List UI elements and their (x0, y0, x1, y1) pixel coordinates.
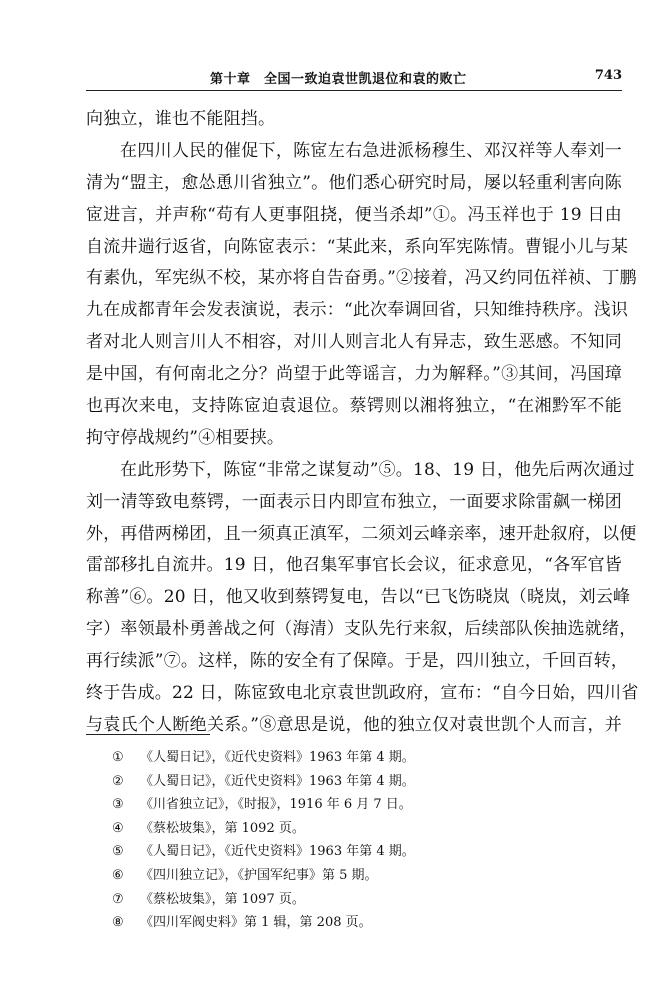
footnote-mark: ③ (112, 797, 124, 813)
text-line: 清为“盟主，愈怂恿川省独立”。他们悉心研究时局，屡以轻重利害向陈 (86, 172, 622, 193)
text-line: 拘守停战规约”④相要挟。 (86, 427, 285, 448)
text-line: 宧进言，并声称“苟有人更事阻挠，便当杀却”①。冯玉祥也于 19 日由 (86, 204, 622, 225)
text-line: 向独立，谁也不能阻挡。 (86, 109, 276, 129)
text-line: 再行续派”⑦。这样，陈的安全有了保障。于是，四川独立，千回百转， (86, 651, 629, 672)
footnote-text: 《四川军阀史料》第 1 辑，第 208 页。 (140, 915, 372, 931)
text-line: 有素仇，军宪纵不校，某亦将自告奋勇。”②接着，冯又约同伍祥祯、丁鹏 (86, 268, 637, 289)
footnote-mark: ⑥ (112, 867, 124, 883)
footnote-mark: ⑤ (112, 844, 124, 860)
text-line: 称善”⑥。20 日，他又收到蔡锷复电，告以“已飞饬晓岚（晓岚，刘云峰 (86, 587, 631, 608)
footnote (112, 793, 582, 817)
footnote-text: 《人蜀日记》，《近代史资料》1963 年第 4 期。 (140, 750, 415, 765)
footnote-mark: ④ (112, 820, 124, 836)
text-line: 是中国，有何南北之分？尚望于此等谣言，力为解释。”③其间，冯国璋 (86, 364, 622, 385)
text-line: 九在成都青年会发表演说，表示：“此次奉调回省，只知维持秩序。浅识 (86, 300, 629, 321)
text-line: 雷部移扎自流井。19 日，他召集军事官长会议，征求意见，“各军官皆 (86, 555, 622, 576)
footnote (112, 770, 582, 794)
text-line: 在此形势下，陈宧“非常之谋复动”⑤。18、19 日，他先后两次通过 (120, 459, 635, 480)
footnote-mark: ⑧ (112, 915, 124, 931)
footnote-mark: ② (112, 773, 124, 789)
text-line: 在四川人民的催促下，陈宧左右急进派杨穆生、邓汉祥等人奉刘一 (120, 140, 622, 161)
text-line: 字）率领最朴勇善战之何（海清）支队先行来叙，后续部队俟抽选就绪， (86, 619, 637, 640)
footnote (112, 864, 582, 888)
footnote-mark: ⑦ (112, 891, 124, 907)
footnote-text: 《四川独立记》，《护国军纪事》第 5 期。 (140, 867, 378, 883)
text-line: 外，再借两梯团，且一须真正滇军，二须刘云峰亲率，速开赴叙府，以便 (86, 523, 637, 544)
page-number: 743 (594, 68, 622, 83)
text-line: 者对北人则言川人不相容，对川人则言北人有异志，致生恶感。不知同 (86, 332, 622, 353)
footnote-mark: ① (112, 750, 124, 765)
text-line: 自流井遄行返省，向陈宧表示：“某此来，系向军宪陈情。曹锟小儿与某 (86, 236, 629, 257)
footnote-text: 《人蜀日记》，《近代史资料》1963 年第 4 期。 (140, 773, 415, 789)
footnote (112, 911, 582, 935)
chapter-title: 第十章 全国一致迫袁世凯退位和袁的败亡 (210, 72, 467, 87)
footnote-text: 《人蜀日记》，《近代史资料》1963 年第 4 期。 (140, 844, 415, 860)
body-text (86, 104, 639, 742)
footnote (112, 746, 582, 770)
footnote-divider (86, 734, 210, 735)
footnote (112, 840, 582, 864)
footnotes (112, 746, 582, 935)
text-line: 与袁氏个人断绝关系。”⑧意思是说，他的独立仅对袁世凯个人而言，并 (86, 714, 622, 735)
text-line: 刘一清等致电蔡锷，一面表示日内即宣布独立，一面要求除雷飙一梯团 (86, 491, 622, 512)
footnote-text: 《蔡松坡集》，第 1092 页。 (140, 820, 305, 836)
footnote (112, 817, 582, 841)
footnote-text: 《川省独立记》，《时报》，1916 年 6 月 7 日。 (140, 797, 412, 813)
footnote (112, 888, 582, 912)
text-line: 终于告成。22 日，陈宧致电北京袁世凯政府，宣布：“自今日始，四川省 (86, 683, 639, 704)
footnote-text: 《蔡松坡集》，第 1097 页。 (140, 891, 305, 907)
text-line: 也再次来电，支持陈宧迫袁退位。蔡锷则以湘将独立，“在湘黔军不能 (86, 396, 622, 417)
running-header (86, 68, 622, 91)
